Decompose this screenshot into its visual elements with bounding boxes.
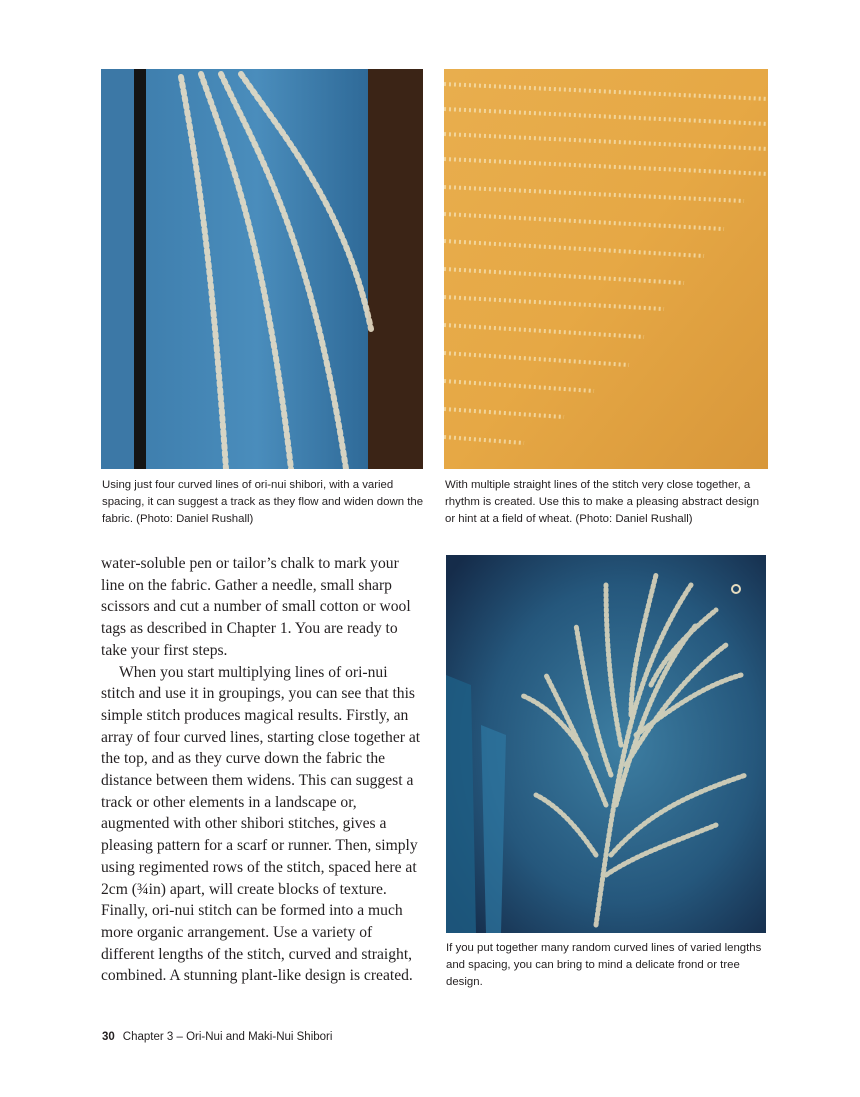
indigo-frond-image: [446, 555, 766, 933]
caption-straight-lines: With multiple straight lines of the stitch very close together, a rhythm is created. Use this to make a pleasing abstract design or hint at a field of wheat. (Photo: Daniel Rushall): [445, 479, 760, 525]
body-paragraph-1: water-soluble pen or tailor’s chalk to mark your line on the fabric. Gather a needle, small sharp scissors and cut a number of small cotton or wool tags as described in Chapter 1. You are ready to take your first steps.: [101, 555, 411, 659]
photo-curved-lines: [101, 69, 423, 469]
caption-frond: If you put together many random curved lines of varied lengths and spacing, you can bring to mind a delicate frond or tree design.: [446, 942, 762, 988]
indigo-curved-lines-image: [101, 69, 423, 469]
page-number: 30: [102, 1031, 115, 1043]
body-paragraph-2: When you start multiplying lines of ori-nui stitch and use it in groupings, you can see that this simple stitch produces magical results. Firstly, an array of four curved lines, starting close together at the top, and as they curve down the fabric the distance between them widens. This can suggest a track or other elements in a landscape or, augmented with other shibori stitches, gives a pleasing pattern for a scarf or runner. Then, simply using regimented rows of the stitch, spaced here at 2cm (¾in) apart, will create blocks of texture. Finally, ori-nui stitch can be formed into a much more organic arrangement. Use a variety of different lengths of the stitch, curved and straight, combined. A stunning plant-like design is created.: [101, 663, 421, 985]
body-text: [101, 553, 424, 987]
chapter-title: Chapter 3 – Ori-Nui and Maki-Nui Shibori: [122, 1031, 333, 1043]
photo-straight-lines: [444, 69, 768, 469]
yellow-straight-lines-image: [444, 69, 768, 469]
photo-frond: [446, 555, 766, 933]
page-footer: [102, 1031, 332, 1043]
caption-curved-lines: Using just four curved lines of ori-nui shibori, with a varied spacing, it can suggest a track as they flow and widen down the fabric. (Photo: Daniel Rushall): [102, 479, 424, 525]
